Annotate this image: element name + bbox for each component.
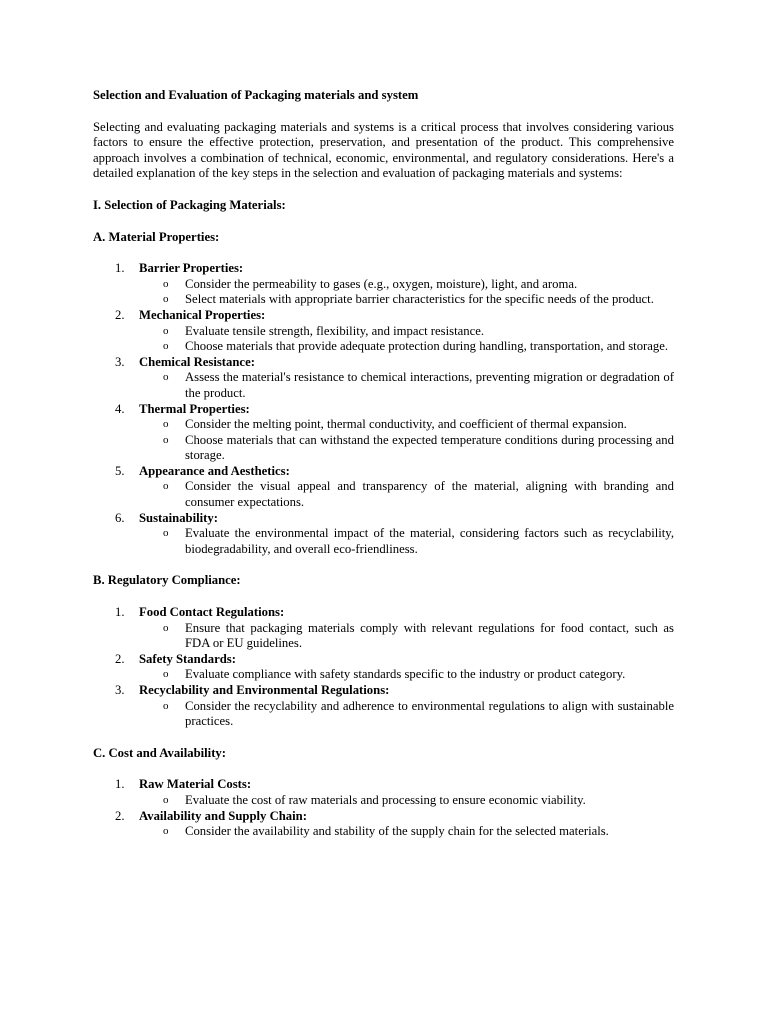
bullet-text: Choose materials that can withstand the expected temperature conditions during processing and storage. [185,432,674,463]
bullet-marker-icon: o [163,324,169,337]
bullet-text: Consider the availability and stability of the supply chain for the selected materials. [185,824,609,839]
item-number: 1. [115,261,125,276]
item-title: Mechanical Properties: [139,307,266,322]
item-title: Availability and Supply Chain: [139,808,307,823]
bullet-text: Select materials with appropriate barrier characteristics for the specific needs of the product. [185,292,654,307]
bullet-text: Evaluate the environmental impact of the material, considering factors such as recyclability, biodegradability, and overall eco-friendliness. [185,526,674,556]
bullet-item [139,324,674,340]
bullet-marker-icon: o [163,480,169,493]
numbered-list [93,261,674,557]
numbered-item [93,777,674,808]
numbered-item [93,652,674,683]
bullet-text: Assess the material's resistance to chemical interactions, preventing migration or degradation of the product. [185,370,674,400]
bullet-item [139,479,674,510]
bullet-text: Choose materials that provide adequate protection during handling, transportation, and storage. [185,339,669,354]
item-number: 4. [115,401,125,416]
bullet-text: Consider the permeability to gases (e.g., oxygen, moisture), light, and aroma. [185,276,578,291]
bullet-item [139,292,674,308]
bullet-marker-icon: o [163,825,169,838]
bullet-list [139,479,674,510]
bullet-text: Consider the recyclability and adherence to environmental regulations to align with sustainable practices. [185,698,674,729]
bullet-marker-icon: o [163,293,169,306]
numbered-item [93,511,674,558]
item-number: 5. [115,463,125,478]
bullet-item [139,526,674,557]
item-title: Chemical Resistance: [139,354,255,369]
bullet-list [139,699,674,730]
item-number: 1. [115,777,125,792]
bullet-item [139,277,674,293]
numbered-item [93,355,674,402]
numbered-item [93,261,674,308]
bullet-list [139,277,674,308]
bullet-text: Ensure that packaging materials comply with relevant regulations for food contact, such as FDA or EU guidelines. [185,620,674,651]
subsection-heading: C. Cost and Availability: [93,745,227,760]
bullet-text: Evaluate tensile strength, flexibility, and impact resistance. [185,323,484,338]
bullet-item [139,417,674,433]
bullet-list [139,621,674,652]
item-number: 2. [115,808,125,823]
bullet-item [139,824,674,840]
bullet-item [139,621,674,652]
bullet-list [139,667,674,683]
item-title: Thermal Properties: [139,401,250,416]
item-title: Safety Standards: [139,651,236,666]
bullet-text: Evaluate compliance with safety standards specific to the industry or product category. [185,667,626,682]
intro-paragraph: Selecting and evaluating packaging materials and systems is a critical process that involves considering various factors to ensure the effective protection, preservation, and presentation of the product. This comprehensive approach involves a combination of technical, economic, environmental, and regulatory considerations. Here's a detailed explanation of the key steps in the selection and evaluation of packaging materials and systems: [93,119,674,181]
bullet-marker-icon: o [163,418,169,431]
numbered-item [93,402,674,464]
bullet-item [139,339,674,355]
item-number: 2. [115,651,125,666]
item-title: Raw Material Costs: [139,777,252,792]
bullet-marker-icon: o [163,527,169,540]
bullet-item [139,699,674,730]
item-title: Barrier Properties: [139,261,244,276]
subsection-heading: B. Regulatory Compliance: [93,573,241,588]
item-number: 3. [115,354,125,369]
bullet-list [139,824,674,840]
bullet-item [139,433,674,464]
subsection-heading: A. Material Properties: [93,229,220,244]
bullet-item [139,370,674,401]
numbered-item [93,605,674,652]
bullet-list [139,324,674,355]
bullet-list [139,417,674,464]
bullet-marker-icon: o [163,699,169,712]
bullet-text: Consider the visual appeal and transparency of the material, aligning with branding and consumer expectations. [185,479,674,510]
item-number: 3. [115,683,125,697]
bullet-text: Consider the melting point, thermal conductivity, and coefficient of thermal expansion. [185,417,627,432]
subsections-container [93,230,674,840]
document-content [93,88,674,856]
bullet-marker-icon: o [163,433,169,446]
numbered-item [93,464,674,511]
bullet-text: Evaluate the cost of raw materials and processing to ensure economic viability. [185,792,586,807]
numbered-list [93,777,674,839]
numbered-item [93,683,674,730]
item-title: Food Contact Regulations: [139,605,285,620]
section-heading: I. Selection of Packaging Materials: [93,197,286,212]
bullet-marker-icon: o [163,793,169,806]
item-title: Sustainability: [139,510,218,525]
bullet-item [139,793,674,809]
item-number: 2. [115,307,125,322]
bullet-marker-icon: o [163,277,169,290]
bullet-marker-icon: o [163,621,169,634]
numbered-item [93,809,674,840]
bullet-marker-icon: o [163,371,169,384]
bullet-list [139,526,674,557]
item-title: Appearance and Aesthetics: [139,463,290,478]
document-title: Selection and Evaluation of Packaging materials and system [93,88,419,102]
bullet-item [139,667,674,683]
numbered-item [93,308,674,355]
numbered-list [93,605,674,730]
item-title: Recyclability and Environmental Regulations: [139,683,390,697]
bullet-marker-icon: o [163,340,169,353]
bullet-list [139,370,674,401]
bullet-list [139,793,674,809]
item-number: 1. [115,605,125,620]
item-number: 6. [115,510,125,525]
bullet-marker-icon: o [163,668,169,681]
